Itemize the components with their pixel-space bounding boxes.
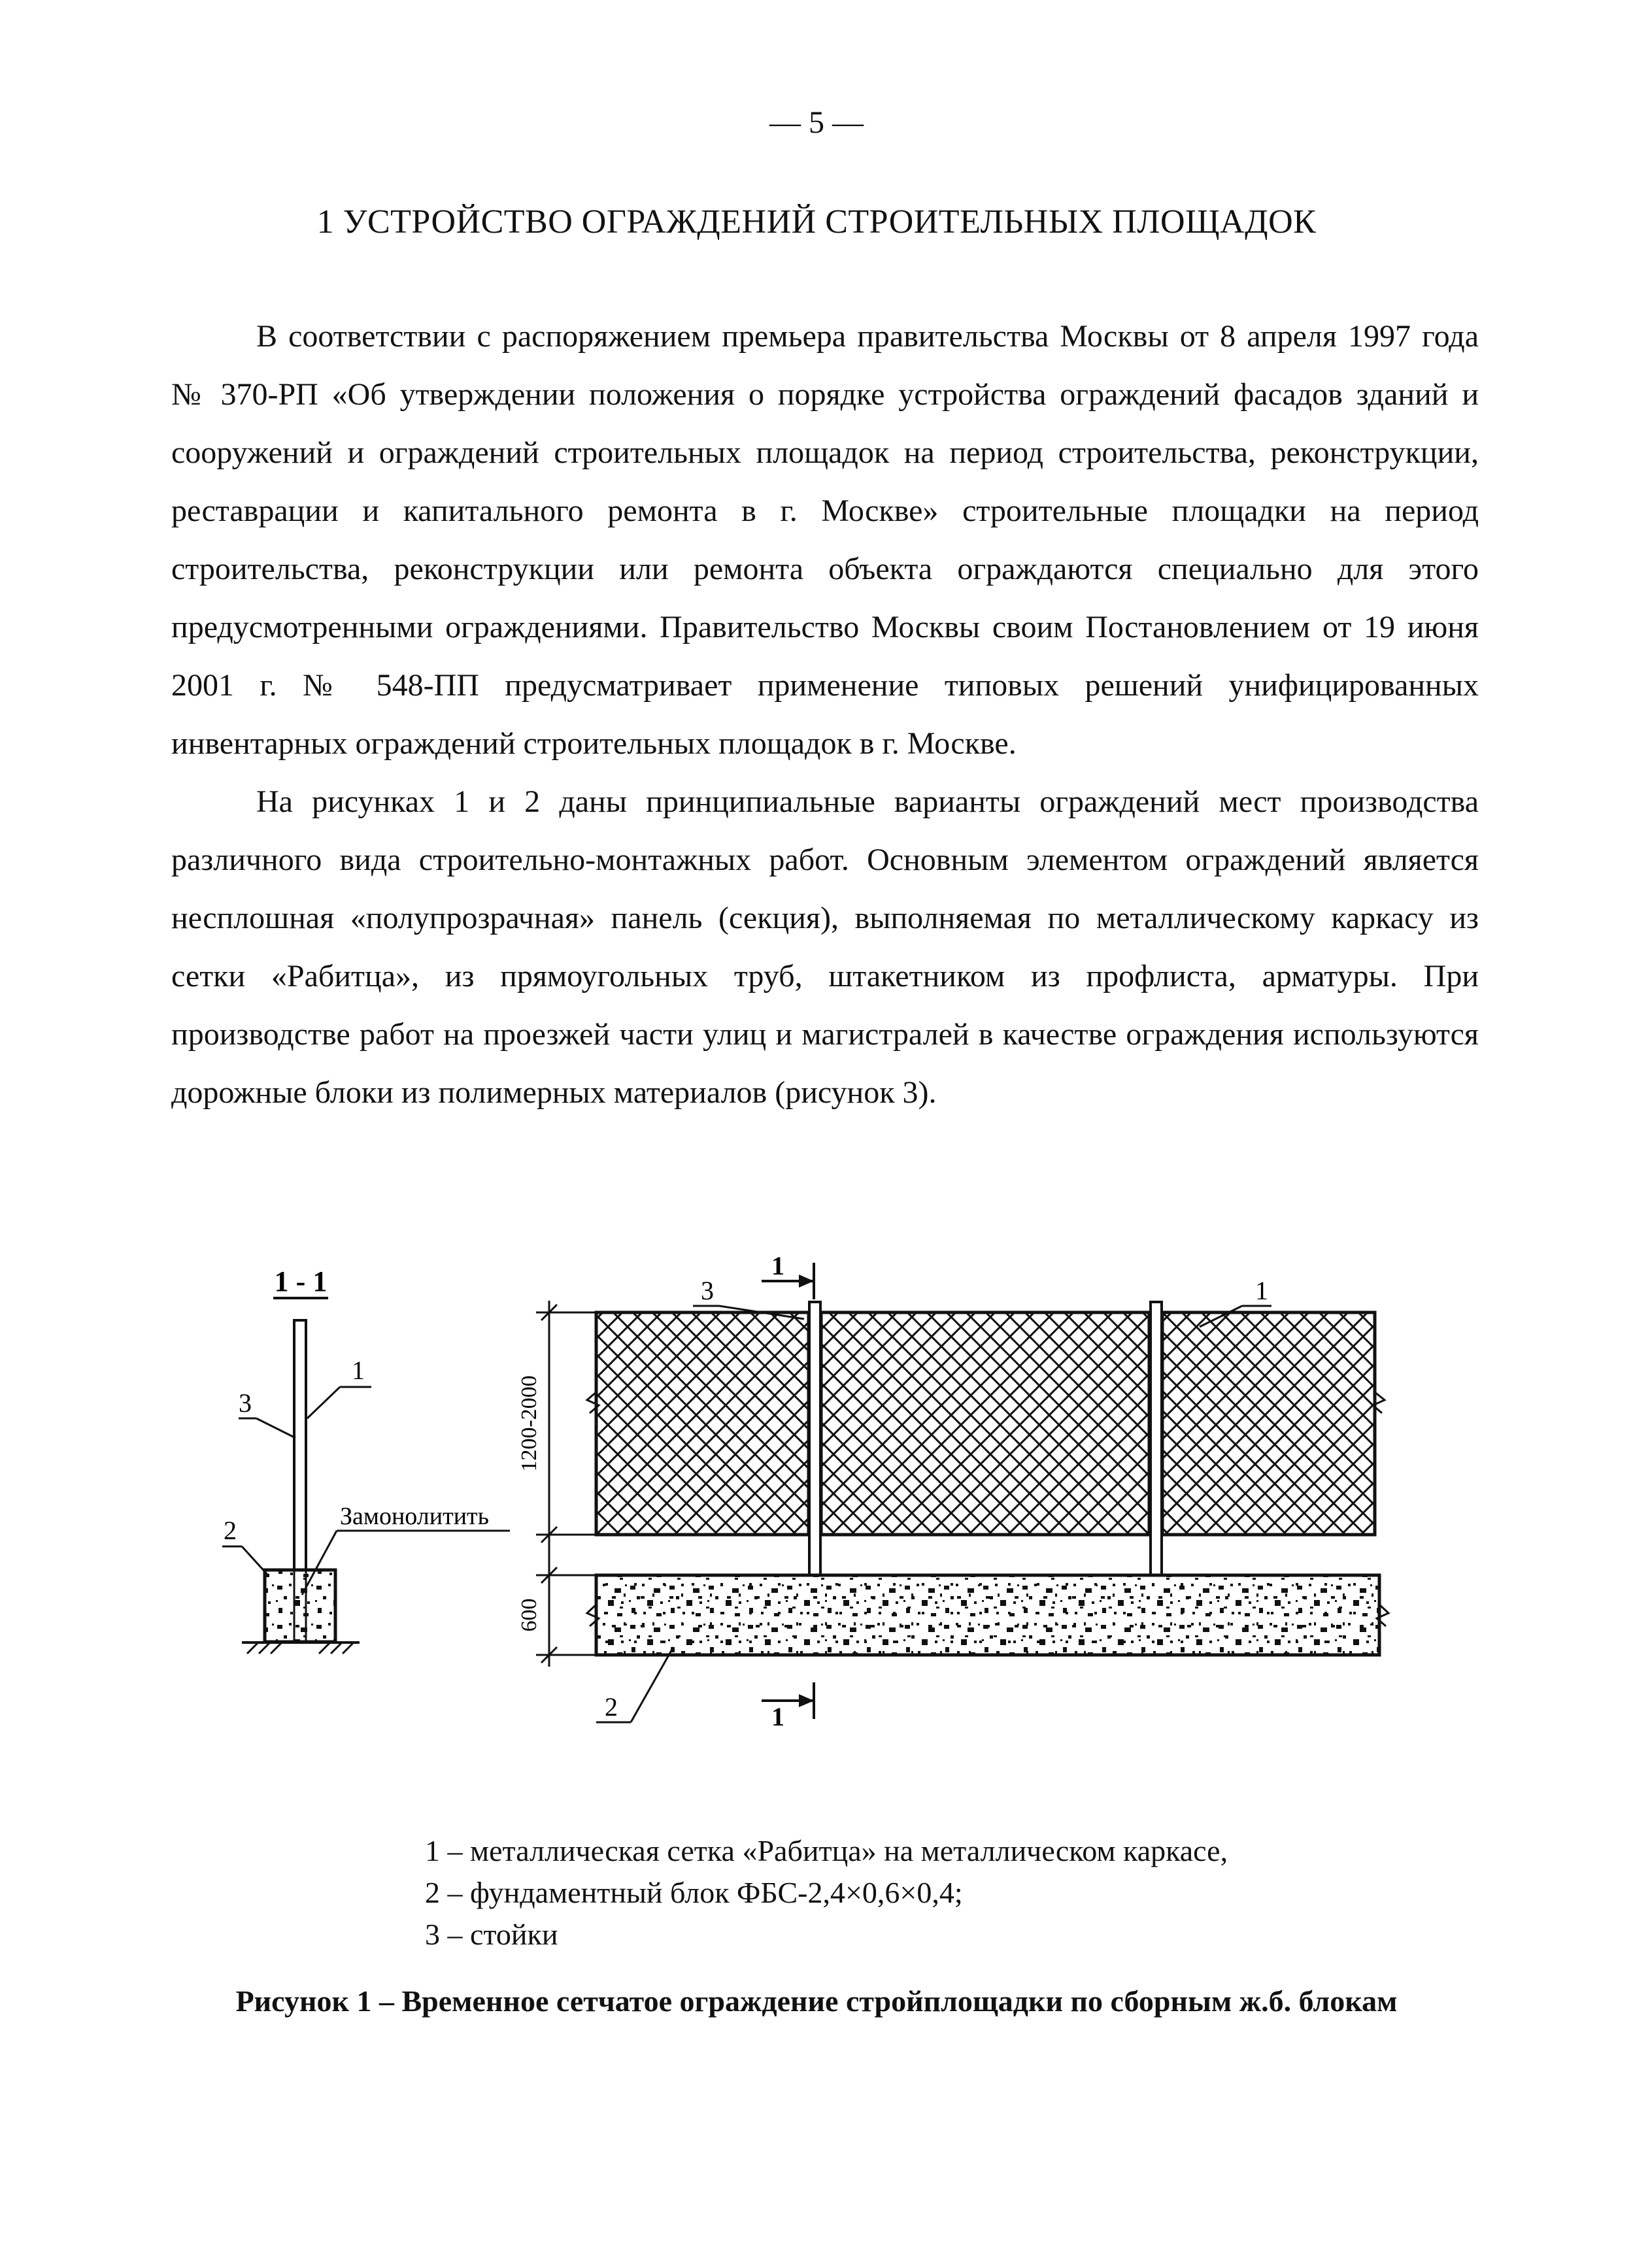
page-number: — 5 — (769, 105, 864, 140)
paragraph-1: В соответствии с распоряжением премьера правительства Москвы от 8 апреля 1997 года № 370-РП «Об утверждении положения о порядке устройства ограждений фасадов зданий и сооружений и ограждений строительных площадок на период строительства, реконструкции, реставрации и капитального ремонта в г. Москве» строительные площадки на период строительства, реконструкции или ремонта объекта ограждаются специально для этого предусмотренными ограждениями. Правительство Москвы своим Постановлением от 19 июня 2001 г. № 548-ПП предусматривает применение типовых решений унифицированных инвентарных ограждений строительных площадок в г. Москве. (171, 319, 1479, 761)
mesh-panel-middle (821, 1312, 1149, 1535)
cut-mark-bottom: 1 (771, 1702, 784, 1731)
elevation-callout-3: 3 (701, 1276, 714, 1305)
post-left (809, 1302, 820, 1575)
section-label: 1 - 1 (274, 1265, 328, 1297)
elevation-callout-2: 2 (605, 1692, 618, 1722)
dimension-block: 600 (517, 1598, 541, 1632)
legend-item: 2 – фундаментный блок ФБС-2,4×0,6×0,4; (425, 1876, 963, 1909)
section-callout-1: 1 (352, 1356, 365, 1385)
section-view (222, 1265, 510, 1654)
post-right (1151, 1302, 1162, 1575)
paragraph-2: На рисунках 1 и 2 даны принципиальные варианты ограждений мест производства различного вида строительно-монтажных работ. Основным элементом ограждений является несплошная «полупрозрачная» панель (секция), выполняемая по металлическому каркасу из сетки «Рабитца», из прямоугольных труб, штакетником из профлиста, арматуры. При производстве работ на проезжей части улиц и магистралей в качестве ограждения используются дорожные блоки из полимерных материалов (рисунок 3). (171, 784, 1479, 1110)
figure-fence-drawing (196, 1229, 1438, 1752)
elevation-view (517, 1251, 1389, 1731)
legend-item: 3 – стойки (425, 1918, 558, 1951)
section-title: 1 УСТРОЙСТВО ОГРАЖДЕНИЙ СТРОИТЕЛЬНЫХ ПЛОЩАДОК (316, 203, 1317, 241)
annotation-monolith: Замонолитить (340, 1503, 489, 1530)
section-callout-3: 3 (239, 1388, 252, 1418)
mesh-panel-left (596, 1312, 809, 1535)
figure-legend (425, 1830, 1228, 1956)
elevation-callout-1: 1 (1255, 1276, 1268, 1305)
dimension-height: 1200-2000 (517, 1375, 541, 1472)
cut-mark-top: 1 (771, 1251, 784, 1280)
mesh-panel-right (1162, 1312, 1375, 1535)
figure-caption: Рисунок 1 – Временное сетчатое ограждение стройплощадки по сборным ж.б. блокам (235, 1984, 1398, 2018)
section-callout-2: 2 (224, 1516, 237, 1545)
legend-item: 1 – металлическая сетка «Рабитца» на металлическом каркасе, (425, 1834, 1228, 1867)
body-text (171, 307, 1479, 1122)
